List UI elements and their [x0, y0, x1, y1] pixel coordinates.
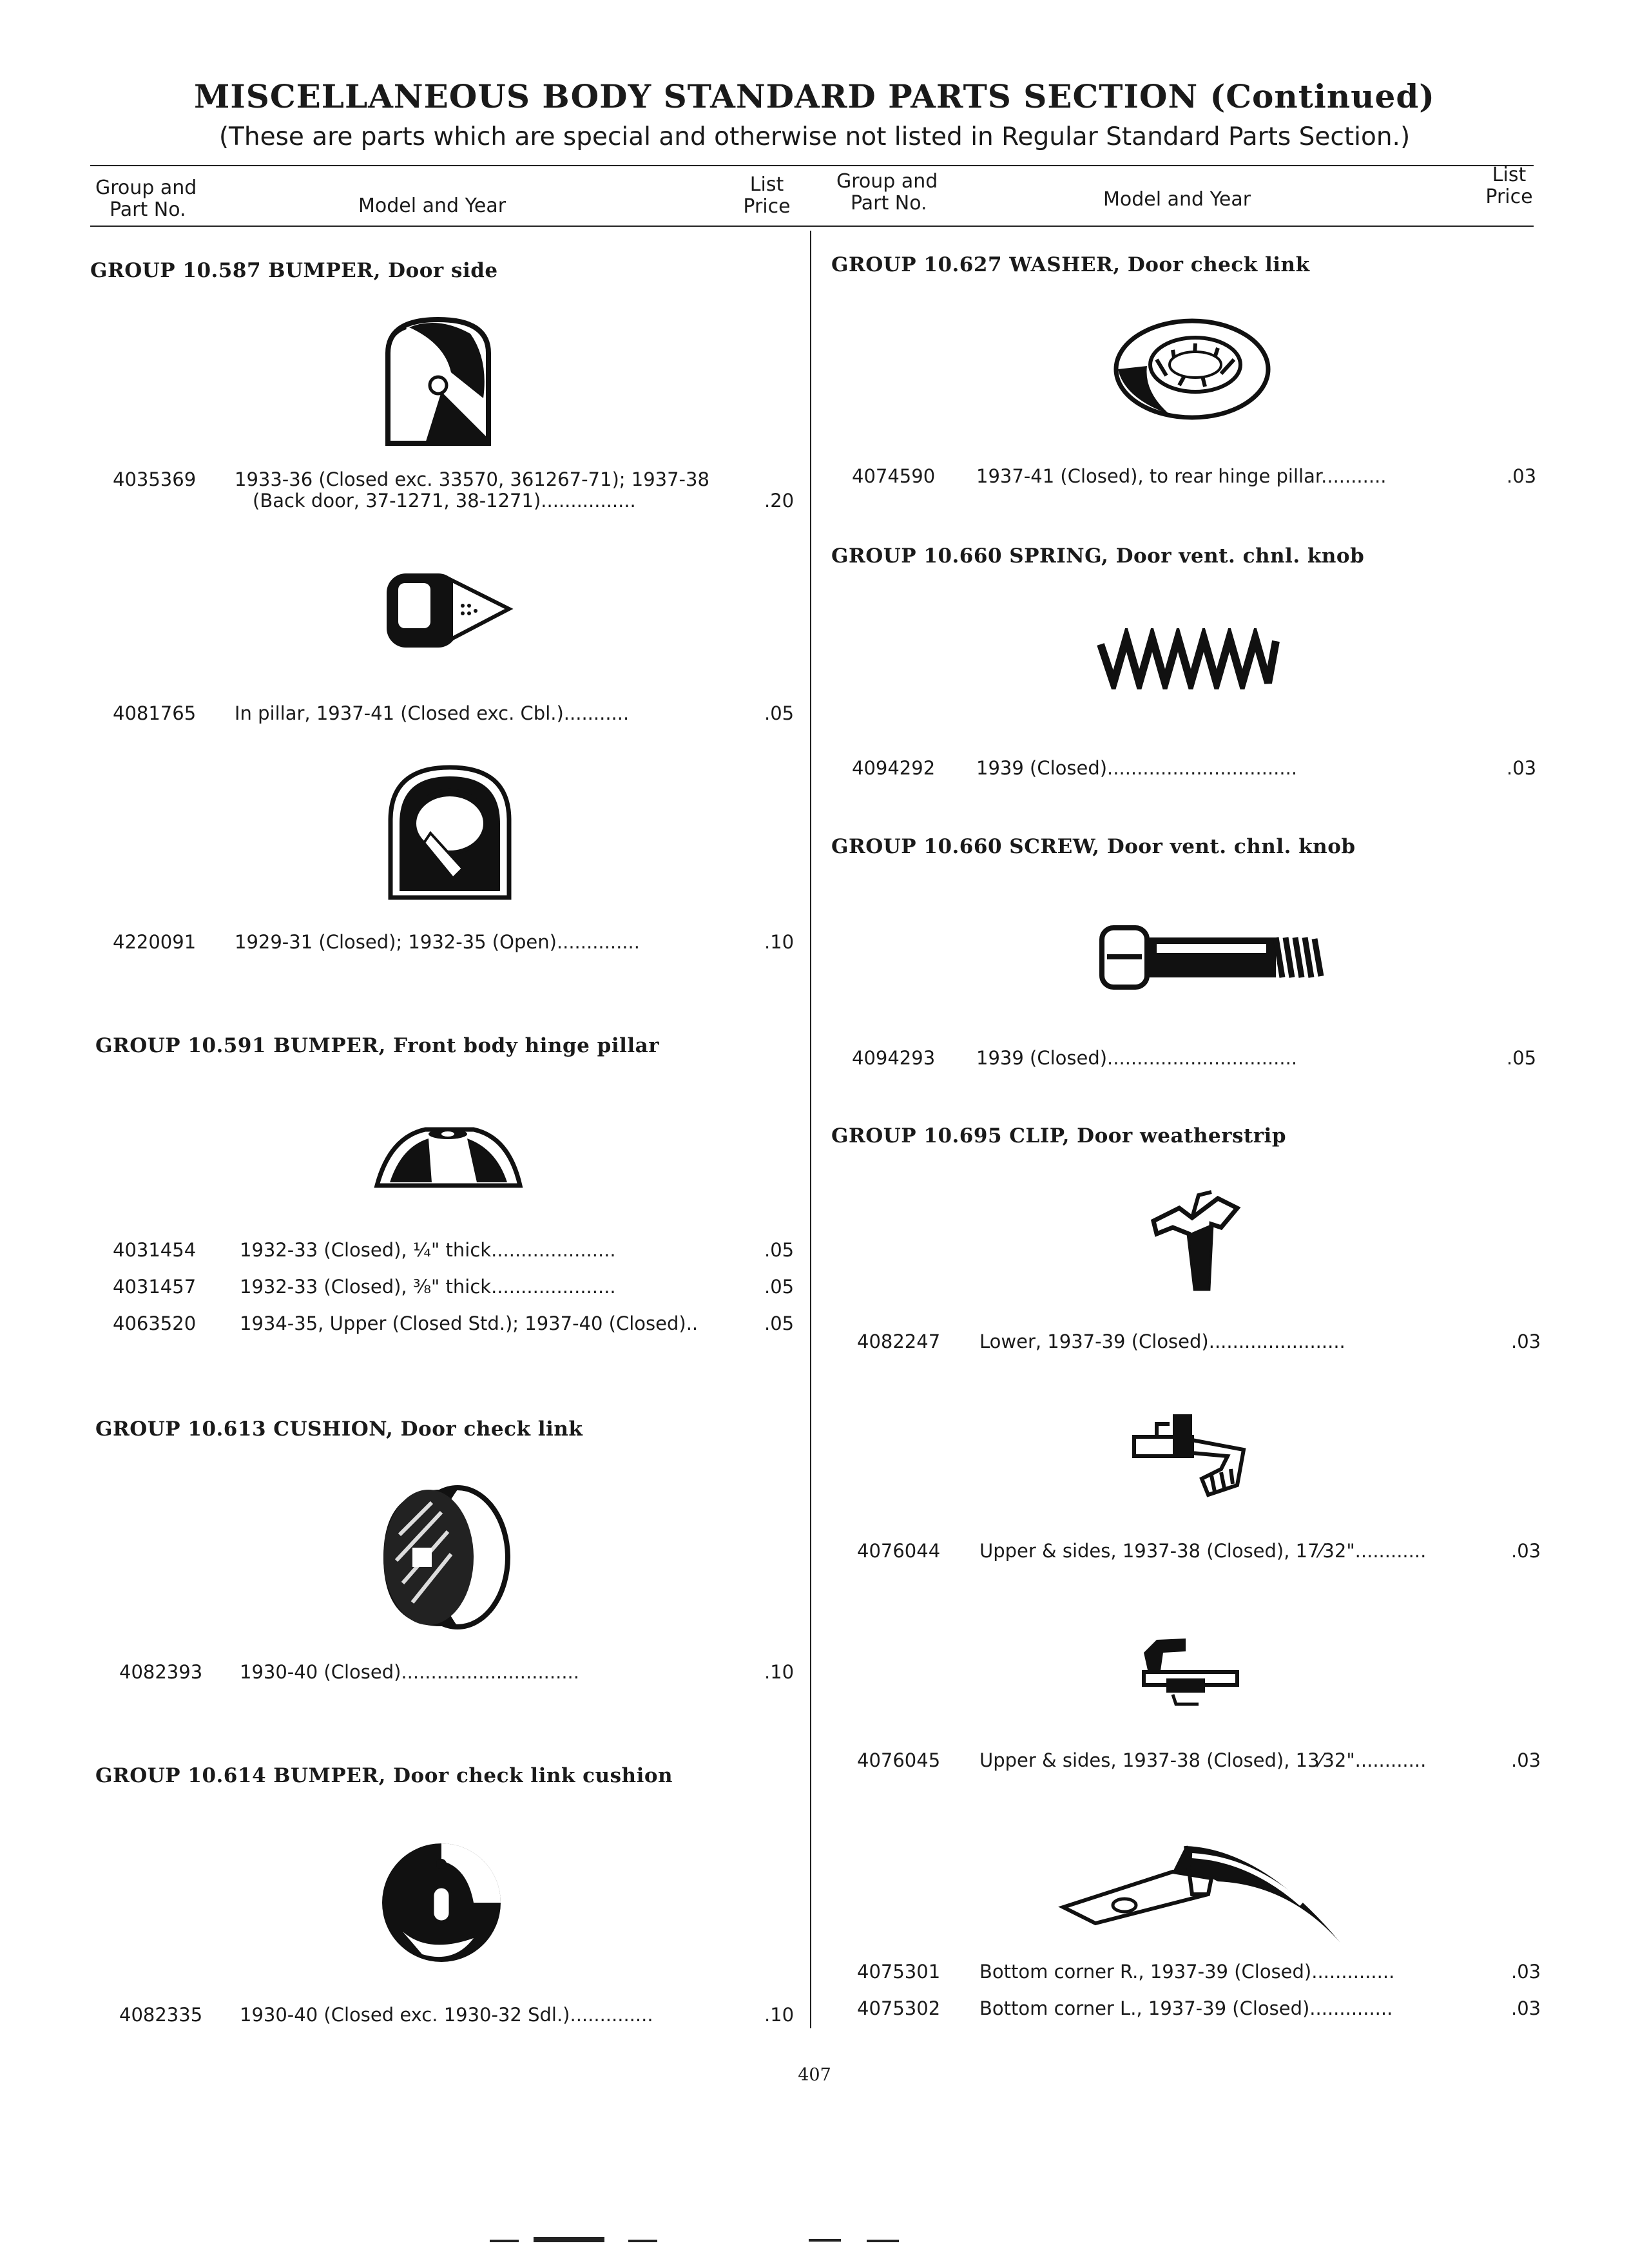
part-price: .10	[764, 931, 795, 953]
col-header-price-right: List Price	[1485, 164, 1533, 208]
cushion-icon	[377, 1483, 512, 1631]
part-number: 4220091	[113, 931, 197, 953]
part-description: 1929-31 (Closed); 1932-35 (Open)..............	[235, 931, 640, 953]
part-price: .03	[1511, 1961, 1541, 1983]
group-heading-10-695: GROUP 10.695 CLIP, Door weatherstrip	[831, 1124, 1287, 1148]
scan-mark	[867, 2240, 899, 2242]
part-description: 1937-41 (Closed), to rear hinge pillar...........	[976, 465, 1387, 487]
group-heading-10-660-spring: GROUP 10.660 SPRING, Door vent. chnl. knob	[831, 544, 1365, 568]
part-number: 4081765	[113, 702, 197, 724]
part-number: 4075301	[857, 1961, 941, 1983]
part-description: In pillar, 1937-41 (Closed exc. Cbl.)...........	[235, 702, 630, 724]
arched-bumper-icon	[385, 762, 514, 901]
part-number: 4094293	[852, 1047, 936, 1069]
scan-mark	[809, 2239, 841, 2242]
screw-icon	[1095, 918, 1334, 995]
scan-mark	[628, 2240, 657, 2242]
part-description: 1930-40 (Closed)..............................	[240, 1661, 579, 1683]
col-header-group-right: Group and Part No.	[836, 170, 938, 215]
pillar-bumper-icon	[380, 561, 522, 657]
group-heading-10-587: GROUP 10.587 BUMPER, Door side	[90, 259, 498, 282]
part-description: 1932-33 (Closed), ⅜" thick.....................	[240, 1276, 616, 1298]
scan-mark	[490, 2240, 519, 2242]
part-number: 4076045	[857, 1749, 941, 1771]
page-subtitle: (These are parts which are special and otherwise not listed in Regular Standard Parts Section.)	[218, 122, 1411, 151]
part-number: 4063520	[113, 1312, 197, 1334]
part-description: 1934-35, Upper (Closed Std.); 1937-40 (Closed)..	[240, 1312, 699, 1334]
part-description: Upper & sides, 1937-38 (Closed), 13⁄32"............	[979, 1749, 1427, 1771]
part-price: .03	[1507, 757, 1537, 779]
part-number: 4035369	[113, 468, 197, 490]
clip-corner-icon	[1057, 1833, 1347, 1949]
part-number: 4031454	[113, 1239, 197, 1261]
part-number: 4094292	[852, 757, 936, 779]
part-price: .05	[764, 1239, 795, 1261]
part-price: .03	[1511, 1997, 1541, 2019]
part-price: .05	[764, 1312, 795, 1334]
col-header-model-right: Model and Year	[1103, 188, 1251, 211]
part-number: 4082247	[857, 1331, 941, 1352]
part-description: Bottom corner R., 1937-39 (Closed)..............	[979, 1961, 1395, 1983]
part-price: .20	[764, 490, 795, 512]
group-heading-10-591: GROUP 10.591 BUMPER, Front body hinge pillar	[95, 1034, 660, 1057]
part-number: 4075302	[857, 1997, 941, 2019]
clip-upper-17-icon	[1124, 1408, 1260, 1504]
part-number: 4082393	[119, 1661, 203, 1683]
part-price: .03	[1511, 1331, 1541, 1352]
spring-icon	[1095, 628, 1282, 689]
washer-icon	[1112, 314, 1273, 424]
part-description: Upper & sides, 1937-38 (Closed), 17⁄32"............	[979, 1540, 1427, 1562]
part-price: .05	[764, 1276, 795, 1298]
part-price: .03	[1511, 1749, 1541, 1771]
part-price: .10	[764, 1661, 795, 1683]
part-price: .05	[1507, 1047, 1537, 1069]
clip-upper-13-icon	[1134, 1633, 1244, 1711]
part-description: 1932-33 (Closed), ¼" thick.....................	[240, 1239, 616, 1261]
part-price: .03	[1511, 1540, 1541, 1562]
part-description: Lower, 1937-39 (Closed).......................	[979, 1331, 1345, 1352]
bumper-door-side-icon	[380, 314, 496, 450]
part-number: 4082335	[119, 2004, 203, 2026]
group-heading-10-614: GROUP 10.614 BUMPER, Door check link cushion	[95, 1764, 673, 1787]
part-description: Bottom corner L., 1937-39 (Closed)..............	[979, 1997, 1393, 2019]
group-heading-10-660-screw: GROUP 10.660 SCREW, Door vent. chnl. knob	[831, 835, 1356, 858]
page-title: MISCELLANEOUS BODY STANDARD PARTS SECTION (Continued)	[194, 77, 1435, 115]
page-number: 407	[798, 2065, 831, 2085]
part-number: 4074590	[852, 465, 936, 487]
header-bottom-rule	[90, 226, 1534, 227]
col-header-model-left: Model and Year	[358, 195, 506, 217]
clip-lower-icon	[1147, 1189, 1244, 1295]
part-description-cont: (Back door, 37-1271, 38-1271)................	[253, 490, 636, 512]
cushion-bumper-icon	[377, 1835, 506, 1970]
part-price: .05	[764, 702, 795, 724]
col-header-price-left: List Price	[743, 173, 791, 218]
header-top-rule	[90, 165, 1534, 166]
part-description: 1939 (Closed)................................	[976, 757, 1298, 779]
part-price: .10	[764, 2004, 795, 2026]
part-number: 4031457	[113, 1276, 197, 1298]
part-price: .03	[1507, 465, 1537, 487]
part-number: 4076044	[857, 1540, 941, 1562]
col-header-group-left: Group and Part No.	[95, 177, 197, 221]
part-description: 1939 (Closed)................................	[976, 1047, 1298, 1069]
part-description: 1933-36 (Closed exc. 33570, 361267-71); 1937-38	[235, 468, 709, 490]
scan-mark	[534, 2237, 604, 2242]
hinge-pillar-bumper-icon	[371, 1118, 525, 1195]
group-heading-10-613: GROUP 10.613 CUSHION, Door check link	[95, 1418, 583, 1441]
column-divider	[810, 231, 811, 2028]
part-description: 1930-40 (Closed exc. 1930-32 Sdl.)..............	[240, 2004, 653, 2026]
group-heading-10-627: GROUP 10.627 WASHER, Door check link	[831, 253, 1310, 276]
